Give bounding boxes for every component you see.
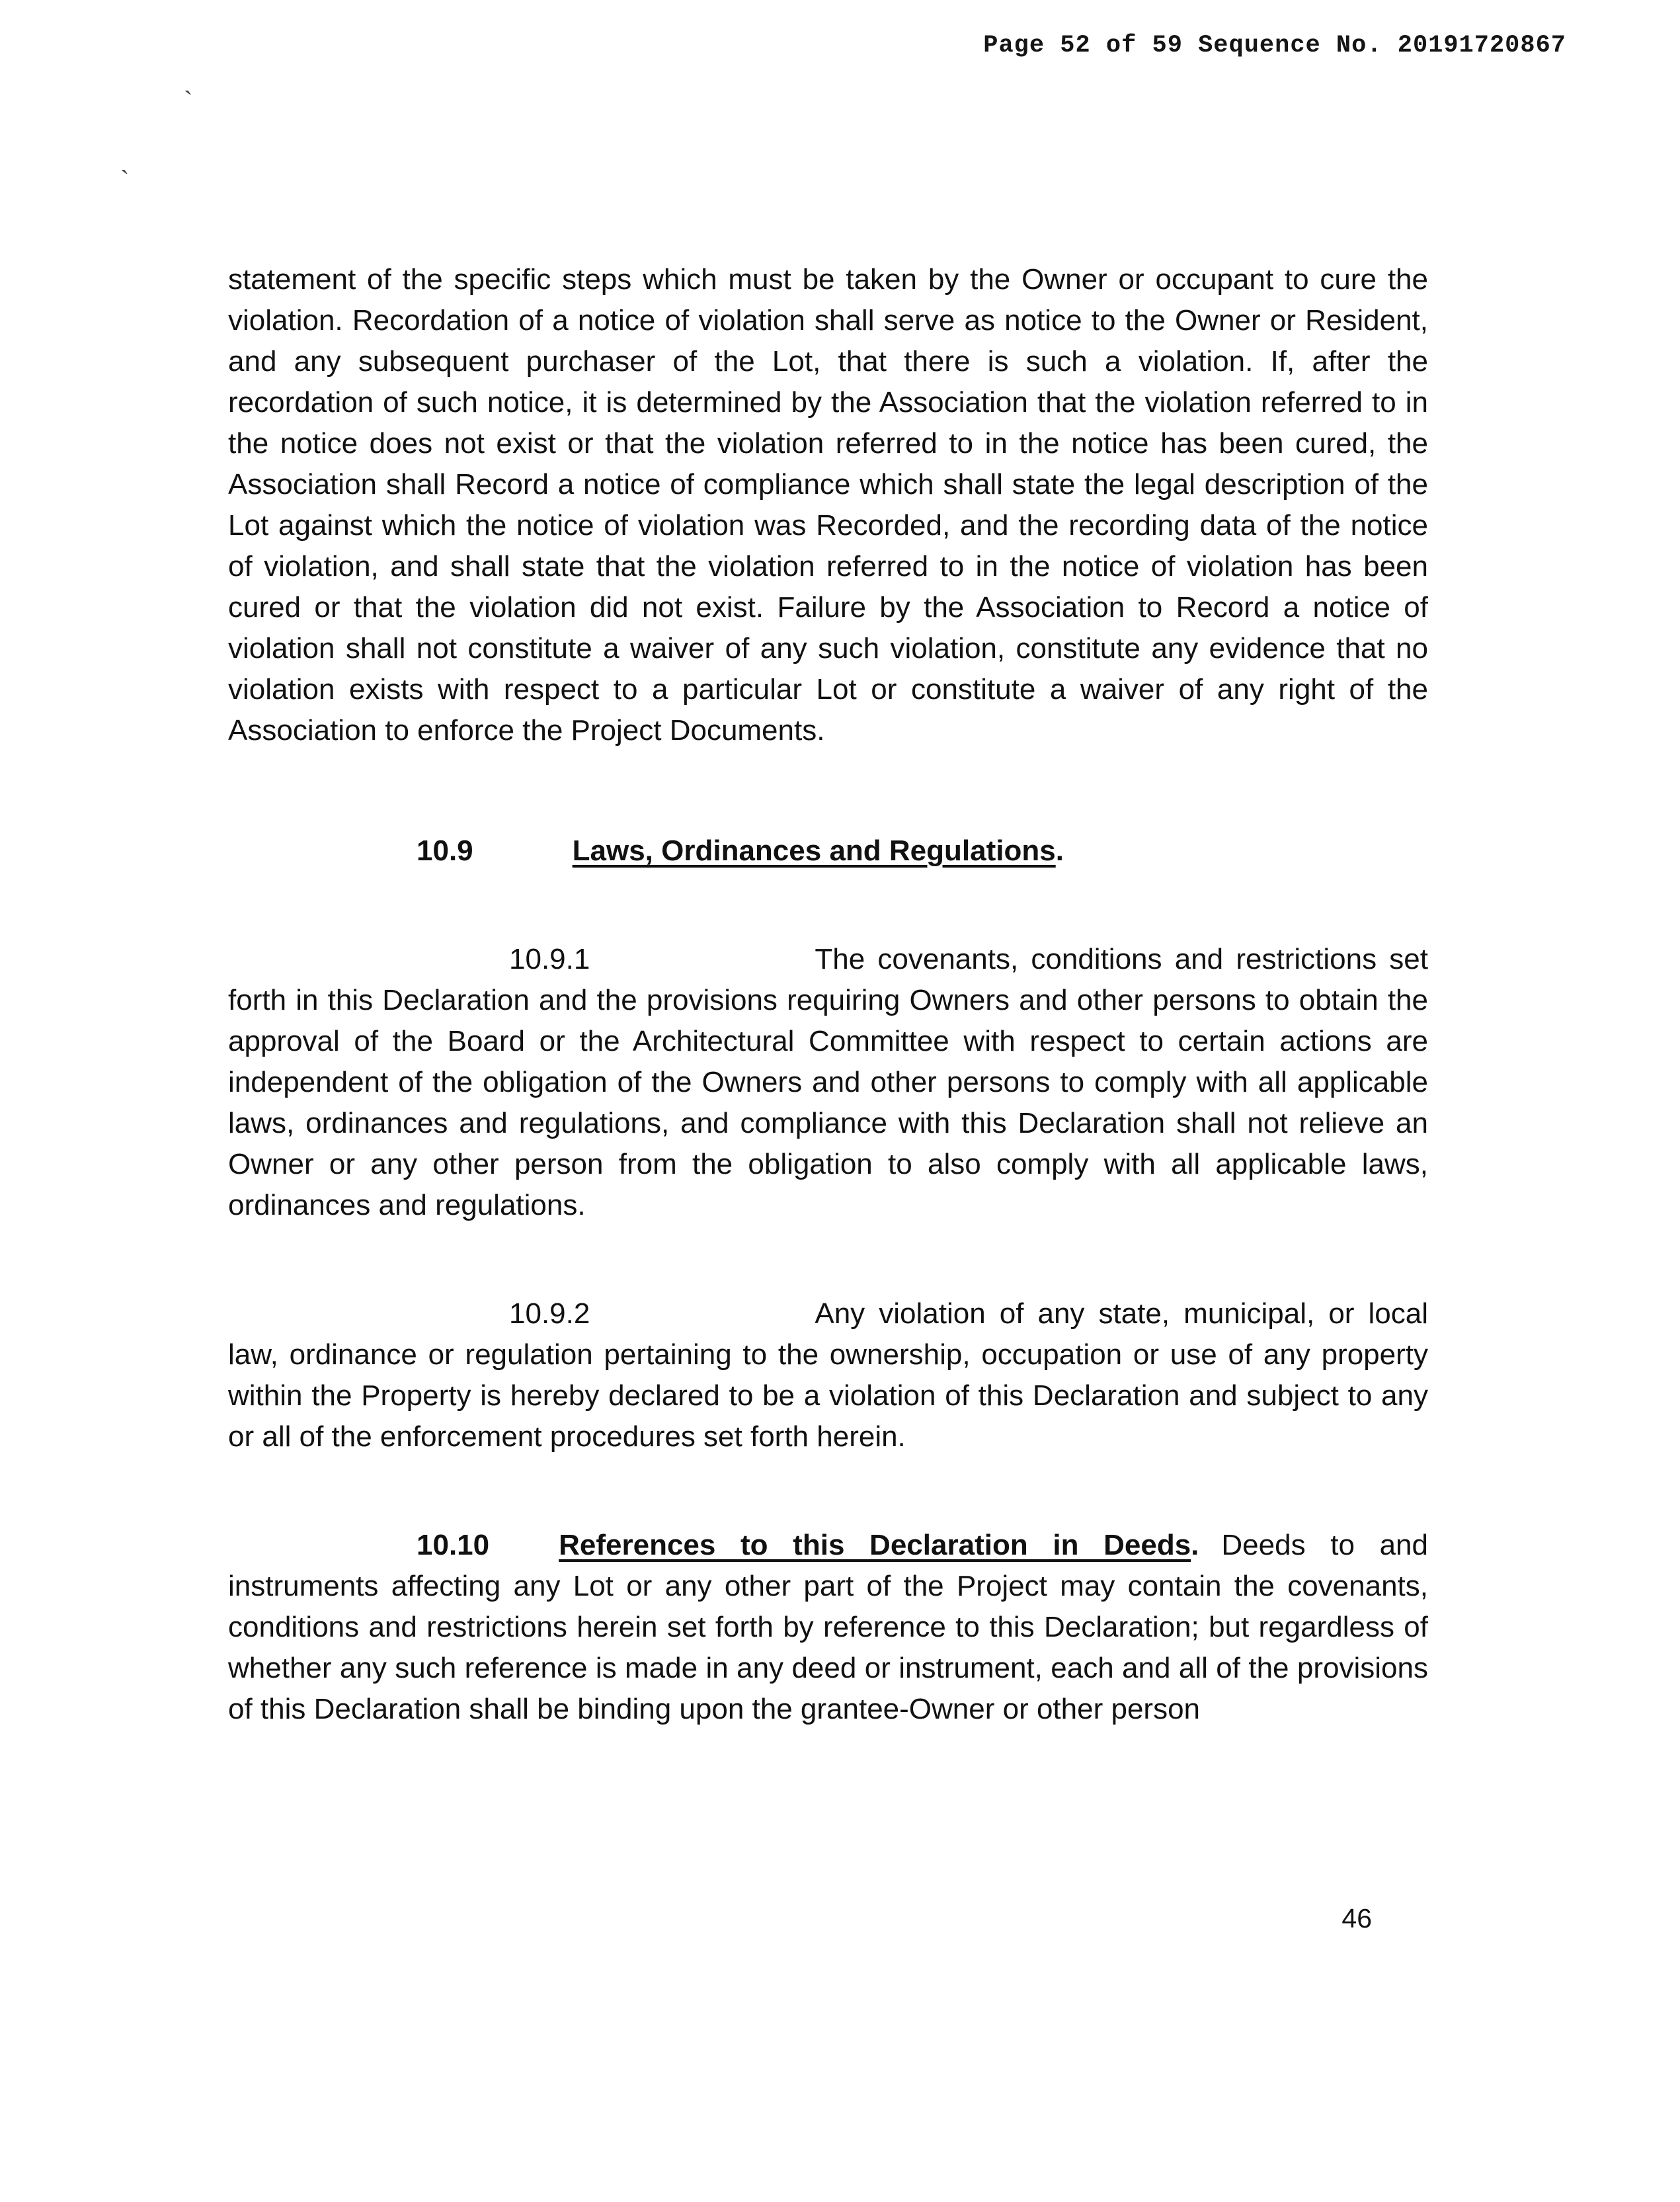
page-number: 46 <box>1341 1903 1372 1934</box>
section-title-period: . <box>1191 1529 1199 1561</box>
section-title-period: . <box>1055 835 1064 867</box>
section-number-10-10: 10.10 <box>417 1529 490 1561</box>
section-title-10-9: Laws, Ordinances and Regulations <box>572 835 1056 867</box>
scan-artifact: ` <box>120 165 130 194</box>
page-sequence-info: Page 52 of 59 Sequence No. 20191720867 <box>983 32 1566 60</box>
scan-artifact: ` <box>184 85 193 115</box>
paragraph-10-9-1 <box>228 939 1428 1226</box>
paragraph-10-9-2 <box>228 1293 1428 1457</box>
section-text-10-10: Deeds to and instruments affecting any Lot or any other part of the Project may contain the covenants, conditions and restrictions herein set forth by reference to this Declaration; but regardless of whether any such reference is made in any deed or instrument, each and all of the provisions of this Declaration shall be binding upon the grantee-Owner or other person <box>228 1529 1428 1725</box>
page-footer <box>1341 1903 1372 1934</box>
section-title-10-10: References to this Declaration in Deeds <box>559 1529 1191 1561</box>
subsection-number-10-9-2: 10.9.2 <box>509 1297 590 1330</box>
page-header <box>922 4 1566 87</box>
subsection-number-10-9-1: 10.9.1 <box>509 943 590 975</box>
section-heading-10-9 <box>417 831 1428 872</box>
subsection-text-10-9-1: The covenants, conditions and restrictions set forth in this Declaration and the provisions requiring Owners and other persons to obtain the approval of the Board or the Architectural Committee with respect to certain actions are independent of the obligation of the Owners and other persons to comply with all applicable laws, ordinances and regulations, and compliance with this Declaration shall not relieve an Owner or any other person from the obligation to also comply with all applicable laws, ordinances and regulations. <box>228 943 1428 1221</box>
section-number-10-9: 10.9 <box>417 835 473 867</box>
subsection-text-10-9-2: Any violation of any state, municipal, or local law, ordinance or regulation pertaining to the ownership, occupation or use of any property within the Property is hereby declared to be a violation of this Declaration and subject to any or all of the enforcement procedures set forth herein. <box>228 1297 1428 1453</box>
paragraph-10-10 <box>228 1525 1428 1730</box>
document-body <box>228 259 1428 1730</box>
paragraph-continuation: statement of the specific steps which must be taken by the Owner or occupant to cure the violation. Recordation of a notice of violation shall serve as notice to the Owner or Resident, and any subsequent purchaser of the Lot, that there is such a violation. If, after the recordation of such notice, it is determined by the Association that the violation referred to in the notice does not exist or that the violation referred to in the notice has been cured, the Association shall Record a notice of compliance which shall state the legal description of the Lot against which the notice of violation was Recorded, and the recording data of the notice of violation, and shall state that the violation referred to in the notice of violation has been cured or that the violation did not exist. Failure by the Association to Record a notice of violation shall not constitute a waiver of any such violation, constitute any evidence that no violation exists with respect to a particular Lot or constitute a waiver of any right of the Association to enforce the Project Documents. <box>228 263 1428 747</box>
